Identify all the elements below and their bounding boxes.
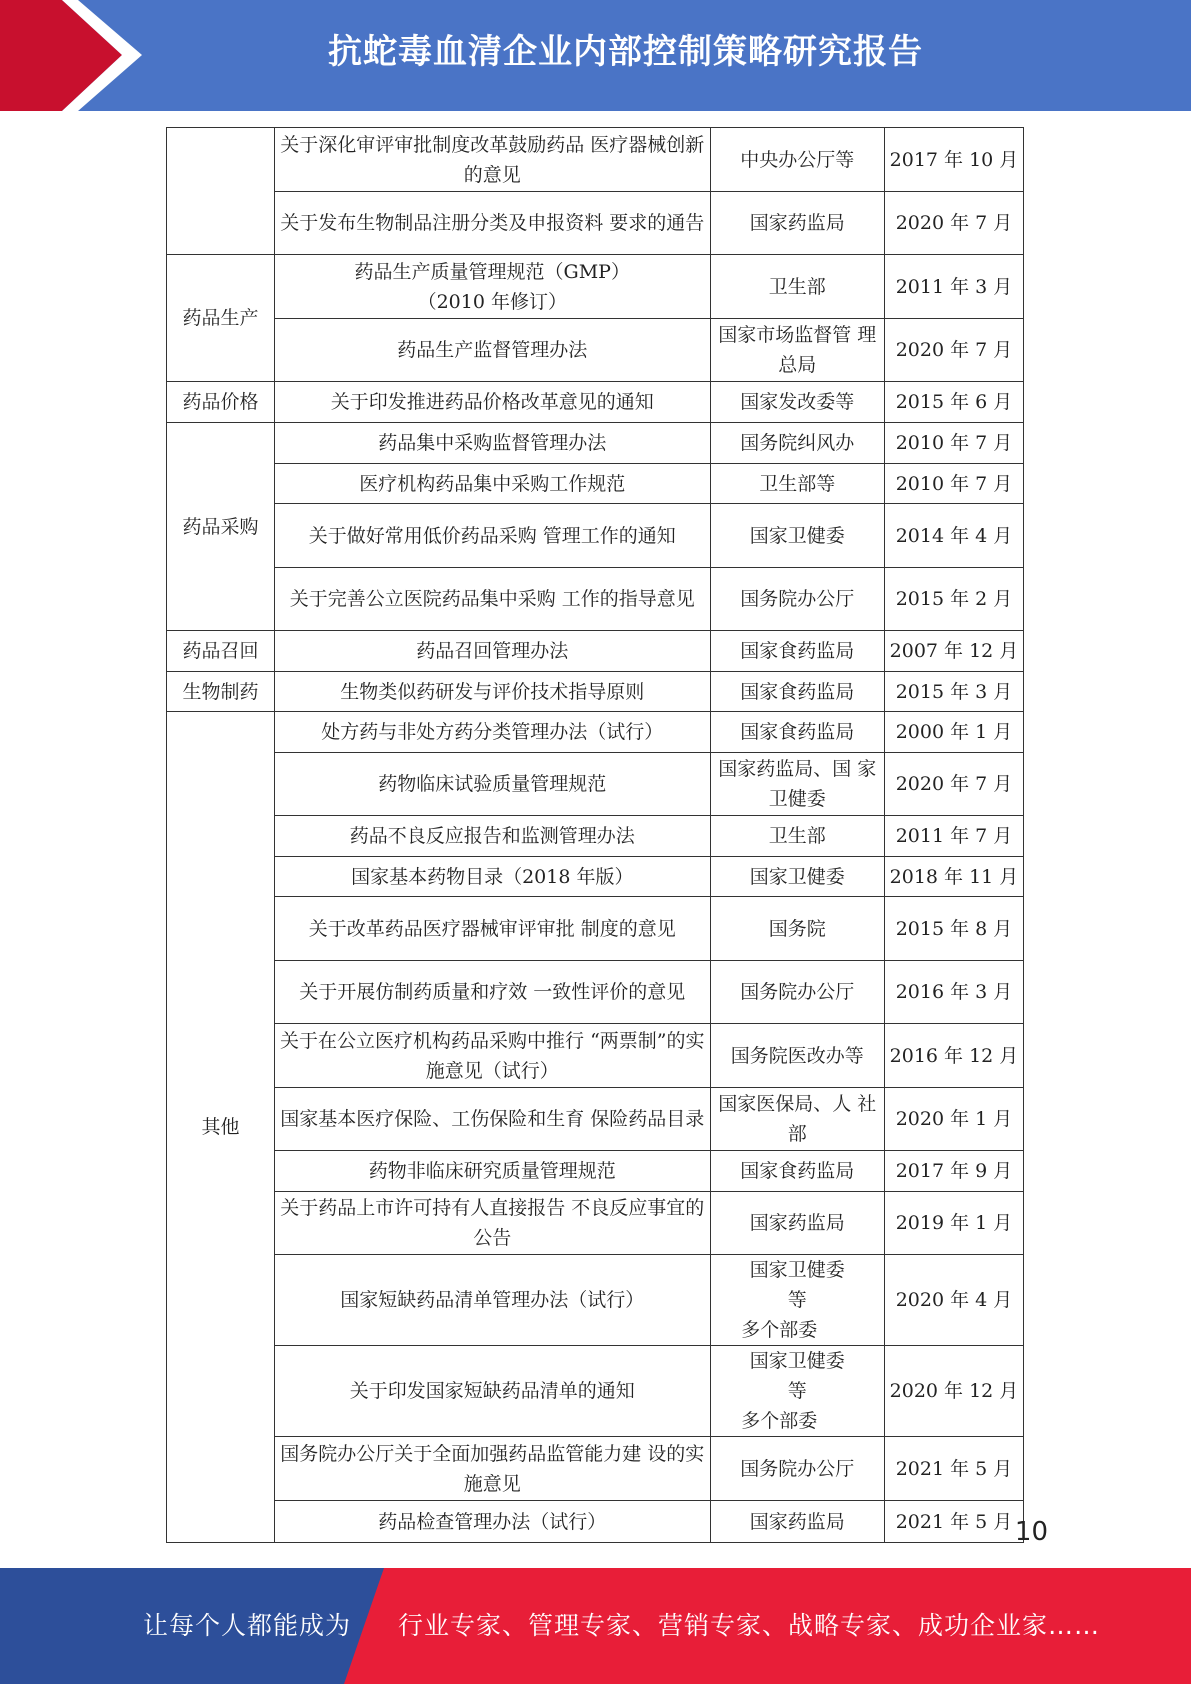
date: 2017 年 10 月 [884, 128, 1023, 192]
table-row [167, 1088, 1024, 1151]
table-row [167, 631, 1024, 672]
document-title: 抗蛇毒血清企业内部控制策略研究报告 [328, 32, 923, 72]
issuer: 国务院办公厅 [710, 961, 884, 1024]
footer-slogan-left: 让每个人都能成为 [143, 1611, 352, 1640]
issuer: 卫生部 [710, 255, 884, 319]
table-row [167, 1437, 1024, 1501]
policy-name: 关于完善公立医院药品集中采购 工作的指导意见 [274, 568, 710, 631]
table-row [167, 857, 1024, 897]
issuer: 国家药监局 [710, 1192, 884, 1255]
policy-name: 关于做好常用低价药品采购 管理工作的通知 [274, 504, 710, 568]
policy-name: 药品召回管理办法 [274, 631, 710, 672]
policy-name-line: （2010 年修订） [417, 290, 567, 313]
date: 2007 年 12 月 [884, 631, 1023, 672]
date: 2015 年 2 月 [884, 568, 1023, 631]
table-row [167, 897, 1024, 961]
policy-name: 处方药与非处方药分类管理办法（试行） [274, 712, 710, 753]
policy-name: 关于印发国家短缺药品清单的通知 [274, 1346, 710, 1437]
issuer: 国家卫健委 [710, 504, 884, 568]
table-row [167, 1151, 1024, 1192]
date: 2016 年 12 月 [884, 1024, 1023, 1088]
footer-slogan-right: 行业专家、管理专家、营销专家、战略专家、成功企业家…… [398, 1611, 1101, 1640]
date: 2020 年 4 月 [884, 1255, 1023, 1346]
policy-name: 国家基本医疗保险、工伤保险和生育 保险药品目录 [274, 1088, 710, 1151]
page-header [0, 0, 1191, 111]
date: 2021 年 5 月 [884, 1437, 1023, 1501]
date: 2020 年 1 月 [884, 1088, 1023, 1151]
category-cell: 药品采购 [167, 423, 275, 631]
issuer: 卫生部等 [710, 464, 884, 504]
table-row [167, 816, 1024, 857]
date: 2017 年 9 月 [884, 1151, 1023, 1192]
date: 2016 年 3 月 [884, 961, 1023, 1024]
issuer: 国家食药监局 [710, 631, 884, 672]
issuer: 国务院办公厅 [710, 1437, 884, 1501]
category-cell: 药品生产 [167, 255, 275, 382]
date: 2020 年 7 月 [884, 753, 1023, 816]
issuer-line: 多个部委 [741, 1410, 818, 1432]
date: 2021 年 5 月 [884, 1501, 1023, 1543]
date: 2015 年 3 月 [884, 672, 1023, 712]
issuer: 国家医保局、人 社部 [710, 1088, 884, 1151]
policy-name: 国家短缺药品清单管理办法（试行） [274, 1255, 710, 1346]
category-cell [167, 128, 275, 255]
table-row [167, 1192, 1024, 1255]
date: 2010 年 7 月 [884, 423, 1023, 464]
policy-name-line: 药品生产质量管理规范（GMP） [354, 260, 630, 283]
policy-name: 生物类似药研发与评价技术指导原则 [274, 672, 710, 712]
policy-name: 关于开展仿制药质量和疗效 一致性评价的意见 [274, 961, 710, 1024]
policy-name: 关于深化审评审批制度改革鼓励药品 医疗器械创新的意见 [274, 128, 710, 192]
page-number: 10 [1014, 1517, 1048, 1547]
policy-name: 药品集中采购监督管理办法 [274, 423, 710, 464]
issuer: 国务院办公厅 [710, 568, 884, 631]
issuer: 卫生部 [710, 816, 884, 857]
table-row [167, 192, 1024, 255]
policy-name: 药品生产监督管理办法 [274, 319, 710, 382]
policy-name: 关于发布生物制品注册分类及申报资料 要求的通告 [274, 192, 710, 255]
policy-name: 医疗机构药品集中采购工作规范 [274, 464, 710, 504]
table-row [167, 464, 1024, 504]
category-cell: 药品价格 [167, 382, 275, 423]
date: 2015 年 6 月 [884, 382, 1023, 423]
policy-name: 关于在公立医疗机构药品采购中推行 “两票制”的实施意见（试行） [274, 1024, 710, 1088]
table-row [167, 319, 1024, 382]
issuer: 国家药监局、国 家卫健委 [710, 753, 884, 816]
category-cell: 药品召回 [167, 631, 275, 672]
table-row [167, 128, 1024, 192]
date: 2019 年 1 月 [884, 1192, 1023, 1255]
issuer: 中央办公厅等 [710, 128, 884, 192]
policy-name: 药品检查管理办法（试行） [274, 1501, 710, 1543]
issuer-line: 多个部委 [741, 1319, 818, 1341]
policy-name [274, 255, 710, 319]
table-row [167, 753, 1024, 816]
date: 2000 年 1 月 [884, 712, 1023, 753]
date: 2018 年 11 月 [884, 857, 1023, 897]
issuer: 国务院 [710, 897, 884, 961]
policy-name: 药物非临床研究质量管理规范 [274, 1151, 710, 1192]
policy-name: 国家基本药物目录（2018 年版） [274, 857, 710, 897]
policy-name: 关于改革药品医疗器械审评审批 制度的意见 [274, 897, 710, 961]
date: 2011 年 7 月 [884, 816, 1023, 857]
table-row [167, 712, 1024, 753]
policy-name: 国务院办公厅关于全面加强药品监管能力建 设的实施意见 [274, 1437, 710, 1501]
issuer: 国家发改委等 [710, 382, 884, 423]
table-row [167, 382, 1024, 423]
date: 2015 年 8 月 [884, 897, 1023, 961]
table-row [167, 961, 1024, 1024]
table-row [167, 504, 1024, 568]
issuer-line: 国家卫健委 等 [749, 1350, 845, 1402]
issuer: 国家药监局 [710, 192, 884, 255]
date: 2011 年 3 月 [884, 255, 1023, 319]
policy-name: 药品不良反应报告和监测管理办法 [274, 816, 710, 857]
issuer: 国家药监局 [710, 1501, 884, 1543]
date: 2014 年 4 月 [884, 504, 1023, 568]
policy-name: 关于药品上市许可持有人直接报告 不良反应事宜的公告 [274, 1192, 710, 1255]
table-row [167, 568, 1024, 631]
issuer-line: 国家卫健委 等 [749, 1259, 845, 1311]
table-row [167, 1255, 1024, 1346]
table-row [167, 672, 1024, 712]
policy-name: 关于印发推进药品价格改革意见的通知 [274, 382, 710, 423]
issuer: 国家食药监局 [710, 1151, 884, 1192]
issuer [710, 1346, 884, 1437]
date: 2020 年 12 月 [884, 1346, 1023, 1437]
policy-name: 药物临床试验质量管理规范 [274, 753, 710, 816]
issuer: 国家食药监局 [710, 672, 884, 712]
table-row [167, 1024, 1024, 1088]
issuer: 国家市场监督管 理总局 [710, 319, 884, 382]
issuer: 国务院纠风办 [710, 423, 884, 464]
table-row [167, 255, 1024, 319]
header-arrow-decoration [0, 0, 150, 111]
date: 2020 年 7 月 [884, 319, 1023, 382]
category-cell: 其他 [167, 712, 275, 1543]
policy-table [166, 127, 1024, 1543]
issuer [710, 1255, 884, 1346]
table-row [167, 1501, 1024, 1543]
issuer: 国家卫健委 [710, 857, 884, 897]
table-row [167, 423, 1024, 464]
table-row [167, 1346, 1024, 1437]
date: 2020 年 7 月 [884, 192, 1023, 255]
date: 2010 年 7 月 [884, 464, 1023, 504]
category-cell: 生物制药 [167, 672, 275, 712]
issuer: 国务院医改办等 [710, 1024, 884, 1088]
page-footer [0, 1568, 1191, 1684]
issuer: 国家食药监局 [710, 712, 884, 753]
